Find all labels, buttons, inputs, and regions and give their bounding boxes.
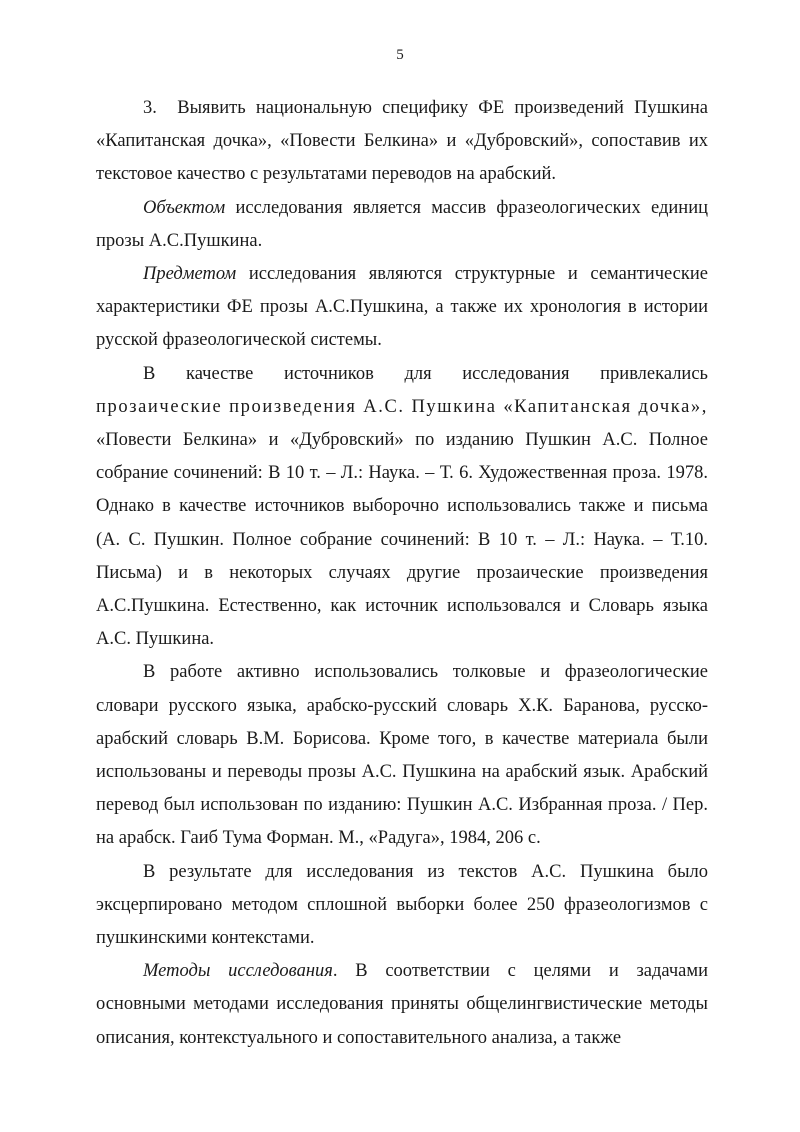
document-body: [96, 92, 708, 1055]
paragraph-text: В работе активно использовались толковые и фразеологические словари русского языка, арабско-русский словарь Х.К. Баранова, русско-арабский словарь В.М. Борисова. Кроме того, в качестве материала были использованы и переводы прозы А.С. Пушкина на арабский язык. Арабский перевод был использован по изданию: Пушкин А.С. Избранная проза. / Пер. на арабск. Гаиб Тума Форман. М., «Радуга», 1984, 206 с.: [96, 662, 708, 849]
paragraph-task-3: [96, 92, 708, 192]
paragraph-text: исследования являются структурные и семантические характеристики ФЕ прозы А.С.Пушкина, а также их хронология в истории русской фразеологической системы.: [96, 264, 708, 351]
paragraph-text: В результате для исследования из текстов А.С. Пушкина было эксцерпировано методом сплошной выборки более 250 фразеологизмов с пушкинскими контекстами.: [96, 861, 708, 949]
paragraph-lead-italic: Методы исследования: [143, 961, 333, 982]
paragraph-subject: [96, 258, 708, 358]
paragraph-results: [96, 856, 708, 956]
paragraph-text: 3. Выявить национальную специфику ФЕ произведений Пушкина «Капитанская дочка», «Повести Белкина» и «Дубровский», сопоставив их текстовое качество с результатами переводов на арабский.: [96, 98, 708, 185]
paragraph-text: исследования является массив фразеологических единиц прозы А.С.Пушкина.: [96, 197, 708, 251]
paragraph-sources: [96, 358, 708, 657]
paragraph-dictionaries: [96, 656, 708, 855]
paragraph-methods: [96, 955, 708, 1055]
paragraph-line-justified: В качестве источников для исследования привлекались: [143, 363, 708, 384]
paragraph-spaced-text: прозаические произведения А.С. Пушкина «Капитанская дочка»,: [96, 396, 708, 417]
paragraph-text: «Повести Белкина» и «Дубровский» по изданию Пушкин А.С. Полное собрание сочинений: В 10 т. – Л.: Наука. – Т. 6. Художественная проза. 1978. Однако в качестве источников выборочно использовались также и письма (А. С. Пушкин. Полное собрание сочинений: В 10 т. – Л.: Наука. – Т.10. Письма) и в некоторых случаях другие прозаические произведения А.С.Пушкина. Естественно, как источник использовался и Словарь языка А.С. Пушкина.: [96, 430, 708, 650]
paragraph-object: [96, 192, 708, 258]
paragraph-text: . В соответствии с целями и задачами основными методами исследования приняты общелингвистические методы описания, контекстуального и сопоставительного анализа, а также: [96, 961, 708, 1048]
page-number: 5: [396, 47, 404, 63]
paragraph-lead-italic: Объектом: [143, 197, 226, 218]
paragraph-lead-italic: Предметом: [143, 264, 237, 285]
